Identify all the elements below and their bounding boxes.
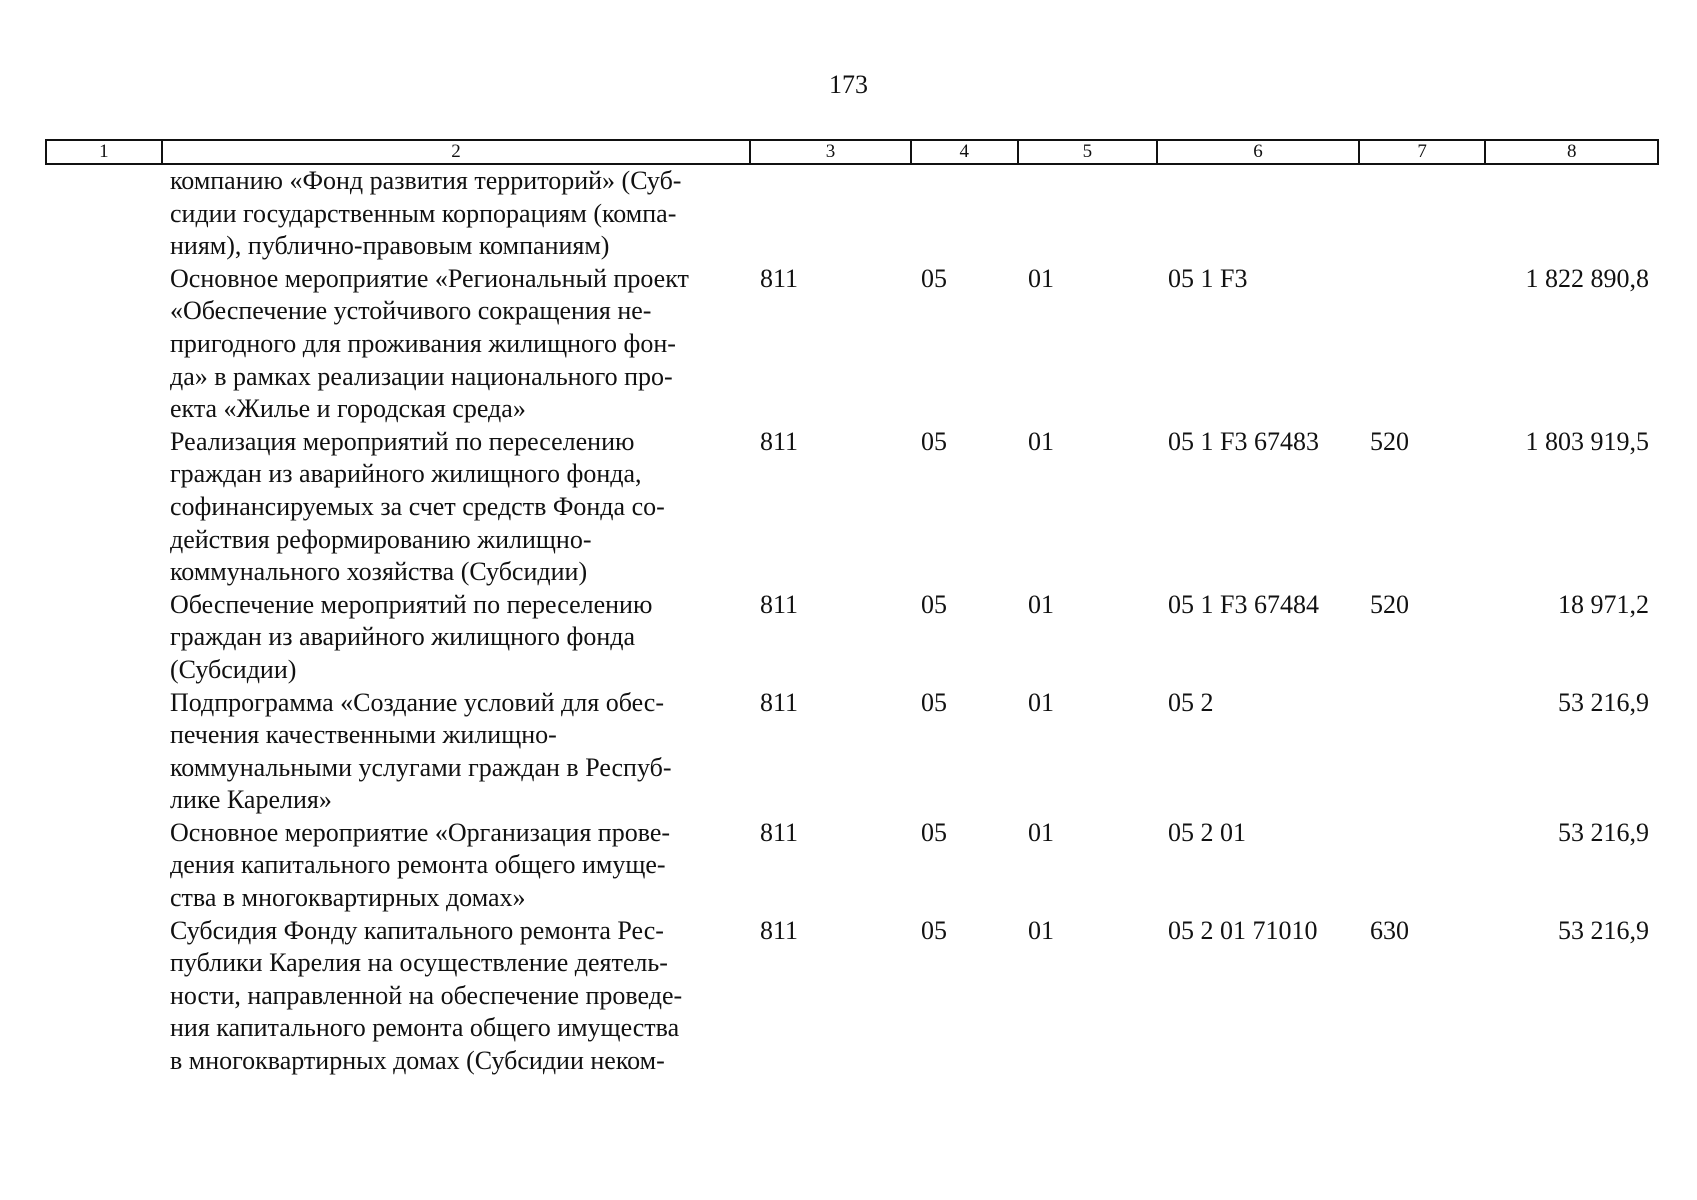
cell-subsection: 01 [1028, 817, 1054, 847]
cell-target-article: 05 2 01 71010 [1168, 915, 1318, 945]
cell-expense-type [1359, 263, 1486, 426]
column-number-1: 1 [99, 141, 109, 162]
cell-ministry-code: 811 [760, 426, 799, 456]
description-line: ниям), публично-правовым компаниям) [170, 231, 610, 261]
cell-section: 05 [921, 817, 947, 847]
description-line: да» в рамках реализации национального про- [170, 361, 673, 391]
table-row [45, 915, 1659, 1078]
table-row [45, 817, 1659, 915]
description-line: компанию «Фонд развития территорий» (Суб- [170, 166, 682, 195]
cell-section [910, 165, 1017, 263]
description-line: ния капитального ремонта общего имущества [170, 1013, 680, 1043]
description-line: коммунальными услугами граждан в Респуб- [170, 752, 672, 782]
cell-target-article: 05 1 F3 67483 [1168, 426, 1319, 456]
cell-amount: 1 822 890,8 [1525, 263, 1649, 293]
table-row [45, 687, 1659, 817]
description-line: печения качественными жилищно- [170, 720, 557, 750]
cell-description [45, 589, 749, 687]
description-line: публики Карелия на осуществление деятель- [170, 948, 668, 978]
description-line: сидии государственным корпорациям (компа- [170, 198, 677, 228]
cell-amount: 53 216,9 [1558, 687, 1649, 717]
description-line: пригодного для проживания жилищного фон- [170, 328, 676, 358]
description-line: екта «Жилье и городская среда» [170, 394, 526, 424]
column-number-header [45, 139, 1659, 165]
description-line: Субсидия Фонду капитального ремонта Рес- [170, 915, 664, 945]
cell-subsection: 01 [1028, 687, 1054, 717]
description-line: Реализация мероприятий по переселению [170, 426, 635, 456]
cell-description [45, 165, 749, 263]
cell-section: 05 [921, 426, 947, 456]
cell-subsection [1017, 165, 1157, 263]
table-row [45, 165, 1659, 263]
cell-subsection: 01 [1028, 589, 1054, 619]
description-line: коммунального хозяйства (Субсидии) [170, 557, 588, 587]
cell-ministry-code: 811 [760, 817, 799, 847]
description-line: ности, направленной на обеспечение проведе- [170, 980, 683, 1010]
cell-subsection: 01 [1028, 263, 1054, 293]
cell-expense-type: 520 [1370, 426, 1409, 456]
description-line: лике Карелия» [170, 785, 332, 815]
page-number: 173 [829, 70, 868, 99]
cell-description [45, 915, 749, 1078]
description-line: «Обеспечение устойчивого сокращения не- [170, 296, 652, 326]
column-number-4: 4 [910, 141, 1017, 163]
cell-amount: 1 803 919,5 [1525, 426, 1649, 456]
column-number-2: 2 [161, 141, 750, 163]
description-line: Обеспечение мероприятий по переселению [170, 589, 653, 619]
cell-description [45, 687, 749, 817]
description-line: софинансируемых за счет средств Фонда со- [170, 491, 665, 521]
cell-target-article [1157, 165, 1359, 263]
cell-ministry-code: 811 [760, 589, 799, 619]
column-number-7: 7 [1358, 141, 1485, 163]
table-row [45, 263, 1659, 426]
description-line: (Субсидии) [170, 654, 297, 684]
cell-section: 05 [921, 687, 947, 717]
column-number-3: 3 [749, 141, 910, 163]
cell-target-article: 05 1 F3 67484 [1168, 589, 1319, 619]
cell-ministry-code: 811 [760, 263, 799, 293]
description-line: дения капитального ремонта общего имуще- [170, 850, 666, 880]
column-number-8: 8 [1484, 141, 1657, 163]
cell-target-article: 05 2 [1168, 687, 1214, 717]
description-line: действия реформированию жилищно- [170, 524, 592, 554]
cell-ministry-code: 811 [760, 915, 799, 945]
description-line: граждан из аварийного жилищного фонда [170, 622, 636, 652]
cell-target-article: 05 2 01 [1168, 817, 1246, 847]
cell-expense-type [1359, 165, 1486, 263]
description-line: в многоквартирных домах (Субсидии неком- [170, 1046, 665, 1076]
cell-expense-type: 630 [1370, 915, 1409, 945]
cell-subsection: 01 [1028, 915, 1054, 945]
cell-section: 05 [921, 589, 947, 619]
table-row [45, 589, 1659, 687]
cell-expense-type: 520 [1370, 589, 1409, 619]
cell-description [45, 817, 749, 915]
description-line: Основное мероприятие «Региональный проект [170, 263, 689, 293]
description-line: ства в многоквартирных домах» [170, 883, 526, 913]
cell-ministry-code: 811 [760, 687, 799, 717]
cell-section: 05 [921, 263, 947, 293]
cell-description [45, 426, 749, 589]
cell-amount: 53 216,9 [1558, 915, 1649, 945]
cell-subsection: 01 [1028, 426, 1054, 456]
cell-section: 05 [921, 915, 947, 945]
cell-amount [1486, 165, 1659, 263]
cell-expense-type [1359, 687, 1486, 817]
description-line: Подпрограмма «Создание условий для обес- [170, 687, 664, 717]
column-number-5: 5 [1017, 141, 1157, 163]
cell-target-article: 05 1 F3 [1168, 263, 1248, 293]
cell-ministry-code [749, 165, 910, 263]
cell-amount: 18 971,2 [1558, 589, 1649, 619]
table-row [45, 426, 1659, 589]
description-line: граждан из аварийного жилищного фонда, [170, 459, 642, 489]
cell-description [45, 263, 749, 426]
cell-expense-type [1359, 817, 1486, 915]
description-line: Основное мероприятие «Организация прове- [170, 817, 671, 847]
budget-table-body [45, 165, 1659, 1078]
column-number-6: 6 [1156, 141, 1358, 163]
cell-amount: 53 216,9 [1558, 817, 1649, 847]
